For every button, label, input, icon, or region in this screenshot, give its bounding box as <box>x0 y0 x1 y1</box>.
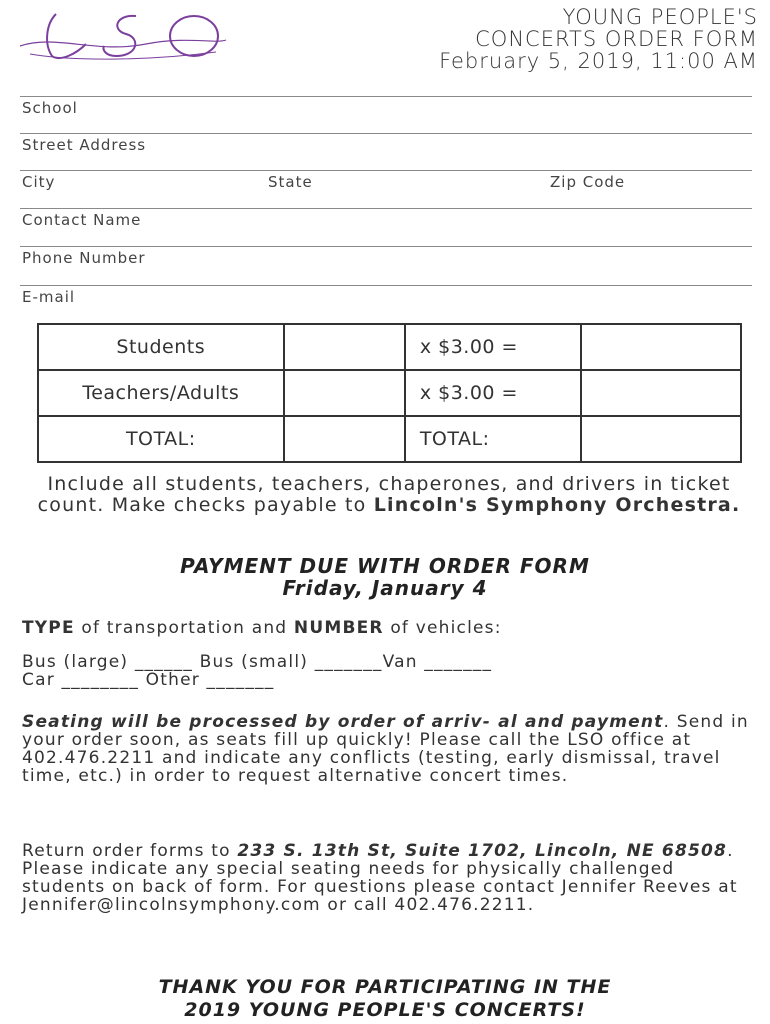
lso-logo-graphic <box>16 4 230 66</box>
vehicle-line-1: Bus (large) ______ Bus (small) _______Van _______ <box>22 652 493 672</box>
phone-number-field[interactable] <box>20 246 752 267</box>
ticket-count-note <box>22 474 756 516</box>
zip-code-label: Zip Code <box>550 173 626 191</box>
type-word: TYPE <box>22 618 75 638</box>
city-state-zip-field[interactable] <box>20 170 752 191</box>
number-word: NUMBER <box>293 618 384 638</box>
header-line-3: February 5, 2019, 11:00 AM <box>439 49 758 73</box>
transportation-prompt <box>22 619 756 637</box>
total-amount-label: TOTAL: <box>405 416 581 462</box>
students-count-cell[interactable] <box>284 324 405 370</box>
teachers-label: Teachers/Adults <box>38 370 284 416</box>
street-address-label: Street Address <box>22 136 147 154</box>
payee-name: Lincoln's Symphony Orchestra. <box>373 494 741 516</box>
seating-text: . Send in your order soon, as seats fill up quickly! Please call the LSO office at 402.476.2211 and indicate any conflicts (testing, early dismissal, travel time, etc.) in order to request alternative concert times. <box>22 712 749 786</box>
ticket-count-text: Include all students, teachers, chaperones, and drivers in ticket count. Make checks payable to <box>37 473 731 516</box>
total-count-label: TOTAL: <box>38 416 284 462</box>
city-label: City <box>22 173 56 191</box>
ticket-count-table <box>37 323 742 463</box>
email-field[interactable] <box>20 285 752 306</box>
table-row-total <box>38 416 741 462</box>
table-row-teachers <box>38 370 741 416</box>
vehicle-line-2: Car ________ Other _______ <box>22 670 275 690</box>
return-address: 233 S. 13th St, Suite 1702, Lincoln, NE 68508 <box>237 841 728 861</box>
teachers-total-cell[interactable] <box>581 370 741 416</box>
thank-you-line-1: THANK YOU FOR PARTICIPATING IN THE <box>158 976 612 998</box>
table-row-students <box>38 324 741 370</box>
email-label: E-mail <box>22 288 76 306</box>
transport-end-text: of vehicles: <box>383 618 502 638</box>
students-price: x $3.00 = <box>405 324 581 370</box>
vehicle-entry-lines[interactable] <box>22 653 756 689</box>
return-intro: Return order forms to <box>22 841 238 861</box>
return-text: . Please indicate any special seating needs for physically challenged students on back of form. For questions please contact Jennifer Reeves at Jennifer@lincolnsymphony.com or call 402.476.2211. <box>22 841 738 915</box>
total-amount-cell[interactable] <box>581 416 741 462</box>
transport-mid-text: of transportation and <box>74 618 294 638</box>
school-label: School <box>22 99 78 117</box>
contact-name-label: Contact Name <box>22 211 142 229</box>
teachers-price: x $3.00 = <box>405 370 581 416</box>
payment-due-line: PAYMENT DUE WITH ORDER FORM <box>180 554 590 578</box>
total-count-cell[interactable] <box>284 416 405 462</box>
contact-name-field[interactable] <box>20 208 752 229</box>
return-instructions <box>22 842 756 914</box>
header-line-1: YOUNG PEOPLE'S <box>562 5 758 29</box>
form-header <box>439 6 758 72</box>
school-field[interactable] <box>20 96 752 117</box>
payment-due-notice <box>0 555 770 599</box>
teachers-count-cell[interactable] <box>284 370 405 416</box>
header-line-2: CONCERTS ORDER FORM <box>475 27 758 51</box>
students-total-cell[interactable] <box>581 324 741 370</box>
seating-bold-text: Seating will be processed by order of arriv- al and payment <box>22 712 664 732</box>
payment-due-date: Friday, January 4 <box>282 576 488 600</box>
phone-number-label: Phone Number <box>22 249 146 267</box>
state-label: State <box>268 173 313 191</box>
thank-you-line-2: 2019 YOUNG PEOPLE'S CONCERTS! <box>184 999 586 1021</box>
seating-note <box>22 713 756 785</box>
street-address-field[interactable] <box>20 133 752 154</box>
thank-you-banner <box>0 976 770 1022</box>
students-label: Students <box>38 324 284 370</box>
lso-logo <box>16 4 230 66</box>
